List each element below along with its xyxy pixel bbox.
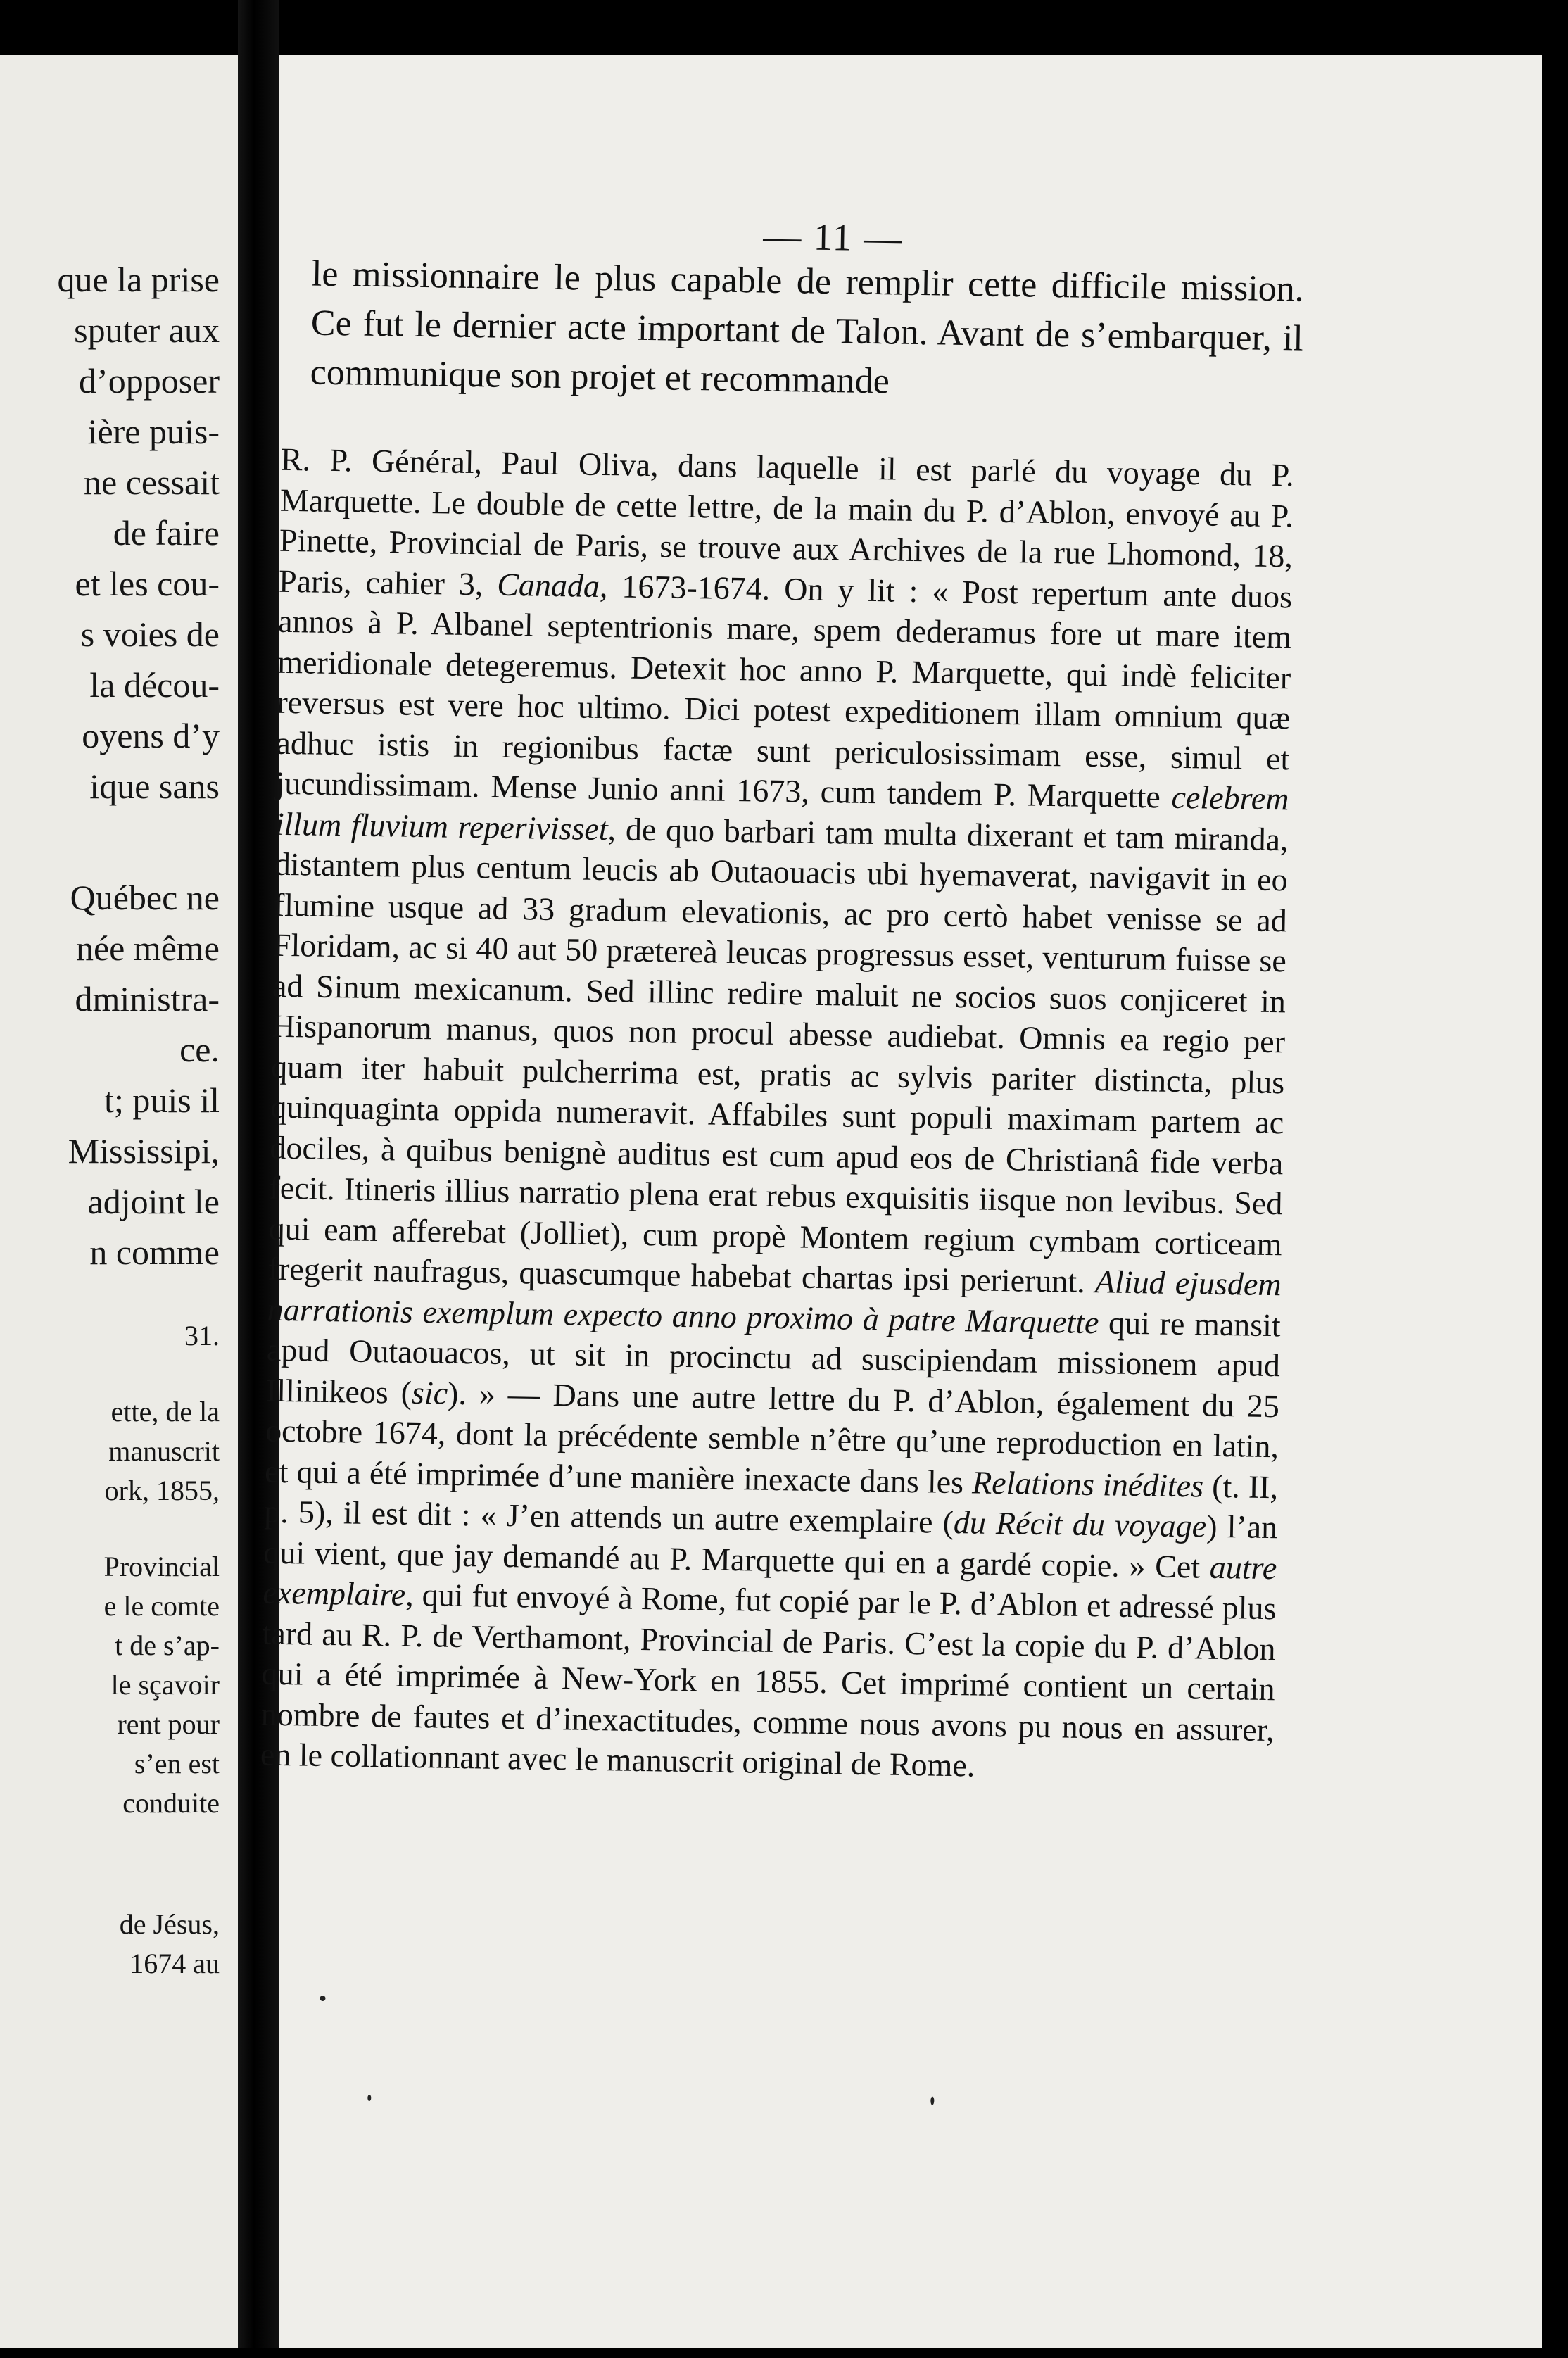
page-content <box>258 45 1557 2358</box>
left-text-line: ière puis- <box>87 412 220 451</box>
left-text-line: sputer aux <box>74 310 220 350</box>
left-text-line: ce. <box>179 1030 220 1069</box>
left-note-line: e le comte <box>103 1590 220 1622</box>
main-page <box>260 55 1542 2348</box>
footnote-italic: autre exemplaire <box>263 1549 1277 1613</box>
footnote-italic: celebrem illum fluvium reperivisset <box>274 778 1289 847</box>
left-text-line: de faire <box>113 513 220 553</box>
footnote-text: , qui fut envoyé à Rome, fut copié par le P. d’Ablon et adressé plus tard au R. P. de Verthamont, Provincial de Paris. C’est la copie du P. d’Ablon qui a été imprimée à New-York en 1855. Cet imprimé contient un certain nombre de fautes et d’inexactitudes, comme nous avons pu nous en assurer, en le collationnant avec le manuscrit original de Rome. <box>260 1576 1277 1784</box>
left-text-line: ne cessait <box>84 462 220 502</box>
left-note-line: 1674 au <box>129 1948 220 1979</box>
footnote-italic: Aliud ejusdem narrationis exemplum expecto anno proximo à patre Marquette <box>267 1263 1282 1340</box>
footnote-text: ). » — Dans une autre lettre du P. d’Ablon, également du 25 octobre 1674, dont la précédente semble n’être qu’une reproduction en latin, et qui a été imprimée d’une manière inexacte dans les <box>264 1375 1280 1500</box>
left-text-line: t; puis il <box>104 1080 220 1120</box>
left-facing-page <box>0 55 238 2348</box>
footnote-italic: sic <box>411 1374 448 1411</box>
left-text-line: Mississipi, <box>68 1131 220 1171</box>
left-text-line: et les cou- <box>75 564 220 603</box>
scan-speck <box>367 2095 371 2101</box>
footnote-italic: du Récit du voyage <box>953 1504 1207 1544</box>
left-note-line: ork, 1855, <box>104 1475 220 1506</box>
footnote-text: R. P. Général, Paul Oliva, dans laquelle il est parlé du voyage du P. Marquette. Le double de cette lettre, de la main du P. d’Ablon, envoyé au P. Pinette, Provincial de Paris, se trouve aux Archives de la rue Lhomond, 18, Paris, cahier 3, <box>278 441 1295 602</box>
left-note-line: s’en est <box>134 1748 220 1779</box>
left-note-line: 31. <box>184 1320 220 1351</box>
left-text-line: la décou- <box>89 665 220 705</box>
left-text-line: s voies de <box>80 614 220 654</box>
left-text-line: n comme <box>89 1232 220 1272</box>
footnote-text: , 1673-1674. On y lit : « Post repertum ante duos annos à P. Albanel septentrionis mare, spem dederamus fore ut mare item meridionale detegeremus. Detexit hoc anno P. Marquette, qui indè feliciter reversus est vere hoc ultimo. Dici potest expeditionem illam omnium quæ adhuc istis in regionibus factæ sunt periculosissimam esse, simul et jucundissimam. Mense Junio anni 1673, cum tandem P. Marquette <box>275 567 1293 815</box>
left-text-line: adjoint le <box>87 1182 220 1221</box>
left-note-line: de Jésus, <box>119 1908 220 1940</box>
footnote-text: , de quo barbari tam multa dixerant et tam miranda, distantem plus centum leucis ab Outaouacis ubi hyemaverat, navigavit in eo flumine usque ad 33 gradum elevationis, ac pro certò habet venisse se ad Floridam, ac si 40 aut 50 prætereà leucas progressus esset, venturum fuisse se ad Sinum mexicanum. Sed illinc redire maluit ne socios suos conjiceret in Hispanorum manus, quos non procul abesse audiebat. Omnis ea regio per quam iter habuit pulcherrima est, pratis ac sylvis pariter distincta, plus quinquaginta oppida numeravit. Affabiles sunt populi maximam partem ac dociles, à quibus benignè auditus est cum apud eos de Christianâ fide verba fecit. Itineris illius narratio plena erat rebus exquisitis iisque non levibus. Sed qui eam afferebat (Jolliet), cum propè Montem regium cymbam corticeam fregerit naufragus, quascumque habebat chartas ipsi perierunt. <box>267 810 1289 1299</box>
footnote-text: ) l’an qui vient, que jay demandé au P. Marquette qui en a gardé copie. » Cet <box>263 1508 1278 1585</box>
footnote-text: (t. II, p. 5), il est dit : « J’en attends un autre exemplaire ( <box>263 1468 1279 1541</box>
footnote-text: qui re mansit apud Outaouacos, ut sit in procinctu ad suscipiendam missionem apud Illinikeos ( <box>265 1304 1282 1411</box>
footnote-italic: Canada <box>496 566 600 604</box>
left-text-line: que la prise <box>57 260 220 299</box>
footnote-italic: Relations inédites <box>971 1463 1204 1504</box>
left-text-line: née même <box>75 928 220 968</box>
left-text-line: ique sans <box>89 767 220 806</box>
left-text-line: oyens d’y <box>82 716 220 755</box>
left-note-line: conduite <box>122 1787 220 1819</box>
left-text-line: Québec ne <box>70 878 220 917</box>
left-note-line: ette, de la <box>110 1396 220 1427</box>
left-note-line: manuscrit <box>108 1435 220 1467</box>
left-note-line: Provincial <box>103 1551 220 1582</box>
left-note-line: t de s’ap- <box>115 1629 220 1661</box>
left-note-line: le sçavoir <box>110 1669 220 1701</box>
left-text-line: dministra- <box>75 979 220 1019</box>
left-text-line: d’opposer <box>79 361 220 401</box>
left-note-line: rent pour <box>117 1708 220 1740</box>
scan-speck <box>320 1996 325 2001</box>
scan-speck <box>930 2097 934 2105</box>
scanner-edge <box>1542 0 1568 2348</box>
page-number: — 11 — <box>762 215 904 260</box>
body-paragraph: le missionnaire le plus capable de remplir cette difficile mission. Ce fut le dernier acte important de Talon. Avant de s’embarquer, il communique son projet et recommande <box>310 253 1305 402</box>
footnote <box>260 439 1295 1791</box>
